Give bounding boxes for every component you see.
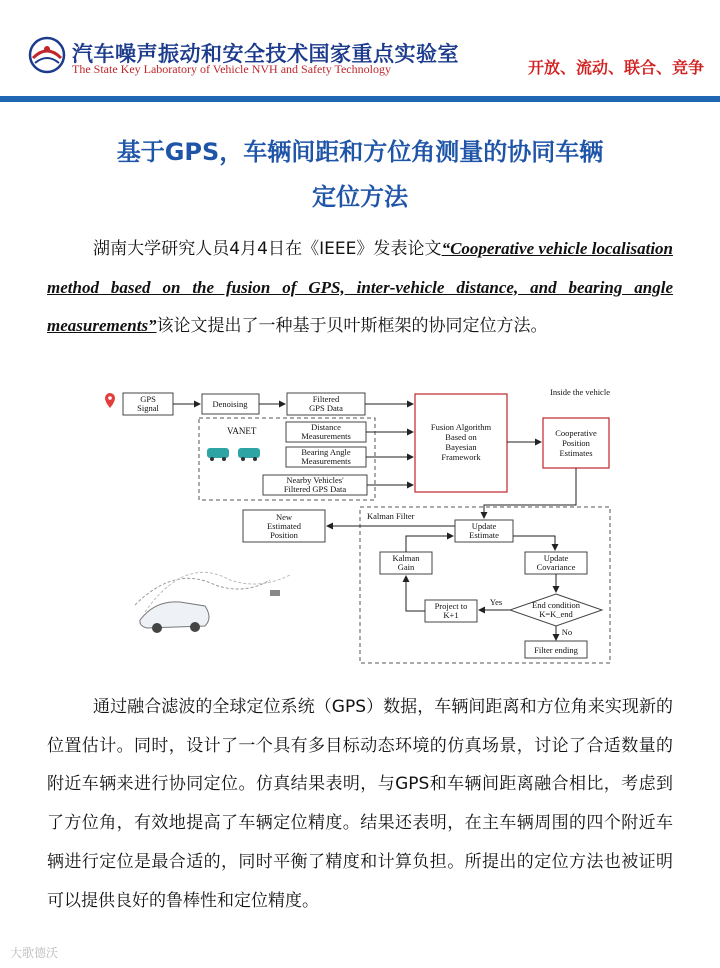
location-pin-icon xyxy=(105,393,115,408)
distance-label-2: Measurements xyxy=(301,431,351,441)
end-condition-label-2: K=K_end xyxy=(539,609,573,619)
intro-after: 该论文提出了一种基于贝叶斯框架的协同定位方法。 xyxy=(156,316,548,336)
system-diagram xyxy=(95,380,625,665)
gps-signal-label: GPS xyxy=(140,394,156,404)
kalman-gain-label-2: Gain xyxy=(397,562,415,572)
gps-signal-label-2: Signal xyxy=(137,403,159,413)
new-estimate-label: New xyxy=(275,512,293,522)
update-cov-label-2: Covariance xyxy=(536,562,576,572)
page-header xyxy=(0,0,720,96)
coop-label: Cooperative xyxy=(555,428,597,438)
bearing-label: Bearing Angle xyxy=(301,447,351,457)
article-title xyxy=(40,130,680,220)
kalman-filter-label: Kalman Filter xyxy=(367,511,415,521)
car-illustration xyxy=(135,572,290,633)
header-divider xyxy=(0,96,720,102)
project-label: Project to xyxy=(434,601,468,611)
update-estimate-label-2: Estimate xyxy=(469,530,499,540)
kalman-gain-label: Kalman xyxy=(392,553,420,563)
yes-label: Yes xyxy=(489,597,503,607)
new-estimate-label-2: Estimated xyxy=(267,521,301,531)
nearby-label: Nearby Vehicles' xyxy=(286,475,344,485)
vanet-label: VANET xyxy=(227,426,257,436)
vehicle-icon-2 xyxy=(238,448,260,458)
lab-slogan: 开放、流动、联合、竞争 xyxy=(527,58,704,77)
title-line-1: 基于GPS，车辆间距和方位角测量的协同车辆 xyxy=(116,138,604,166)
bearing-label-2: Measurements xyxy=(301,456,351,466)
watermark: 大歌德沃 xyxy=(10,946,59,960)
inside-vehicle-label: Inside the vehicle xyxy=(550,387,610,397)
coop-label-2: Position xyxy=(562,438,590,448)
intro-paragraph xyxy=(47,230,673,346)
filtered-gps-label-2: GPS Data xyxy=(309,403,343,413)
new-estimate-label-3: Position xyxy=(270,530,298,540)
fusion-label-3: Bayesian xyxy=(445,442,477,452)
title-line-2: 定位方法 xyxy=(312,183,408,211)
lab-logo-icon xyxy=(28,36,66,74)
body-paragraph xyxy=(47,688,673,920)
distance-label: Distance xyxy=(311,422,341,432)
lab-name-en: The State Key Laboratory of Vehicle NVH and Safety Technology xyxy=(72,62,391,76)
vehicle-icon xyxy=(207,448,229,458)
coop-label-3: Estimates xyxy=(559,448,593,458)
fusion-label-2: Based on xyxy=(445,432,477,442)
denoising-label: Denoising xyxy=(212,399,248,409)
end-condition-label: End condition xyxy=(532,600,580,610)
intro-before: 湖南大学研究人员4月4日在《IEEE》发表论文 xyxy=(93,239,442,259)
fusion-label: Fusion Algorithm xyxy=(430,422,492,432)
lab-name-cn: 汽车噪声振动和安全技术国家重点实验室 xyxy=(72,41,459,66)
update-cov-label: Update xyxy=(543,553,569,563)
fusion-label-4: Framework xyxy=(441,452,481,462)
filtered-gps-label: Filtered xyxy=(312,394,340,404)
body-text: 通过融合滤波的全球定位系统（GPS）数据，车辆间距离和方位角来实现新的位置估计。同时，设计了一个具有多目标动态环境的仿真场景，讨论了合适数量的附近车辆来进行协同定位。仿真结果表明，与GPS和车辆间距离融合相比，考虑到了方位角，有效地提高了车辆定位精度。结果还表明，在主车辆周围的四个附近车辆进行定位是最合适的，同时平衡了精度和计算负担。所提出的定位方法也被证明可以提供良好的鲁棒性和定位精度。 xyxy=(47,697,673,911)
project-label-2: K+1 xyxy=(443,610,459,620)
nearby-label-2: Filtered GPS Data xyxy=(283,484,347,494)
filter-ending-label: Filter ending xyxy=(534,645,578,655)
update-estimate-label: Update xyxy=(471,521,497,531)
paper-title-link[interactable]: “Cooperative vehicle localisation method based on the fusion of GPS, inter-vehicle distance, and bearing angle measurements” xyxy=(47,239,673,335)
no-label: No xyxy=(561,627,573,637)
